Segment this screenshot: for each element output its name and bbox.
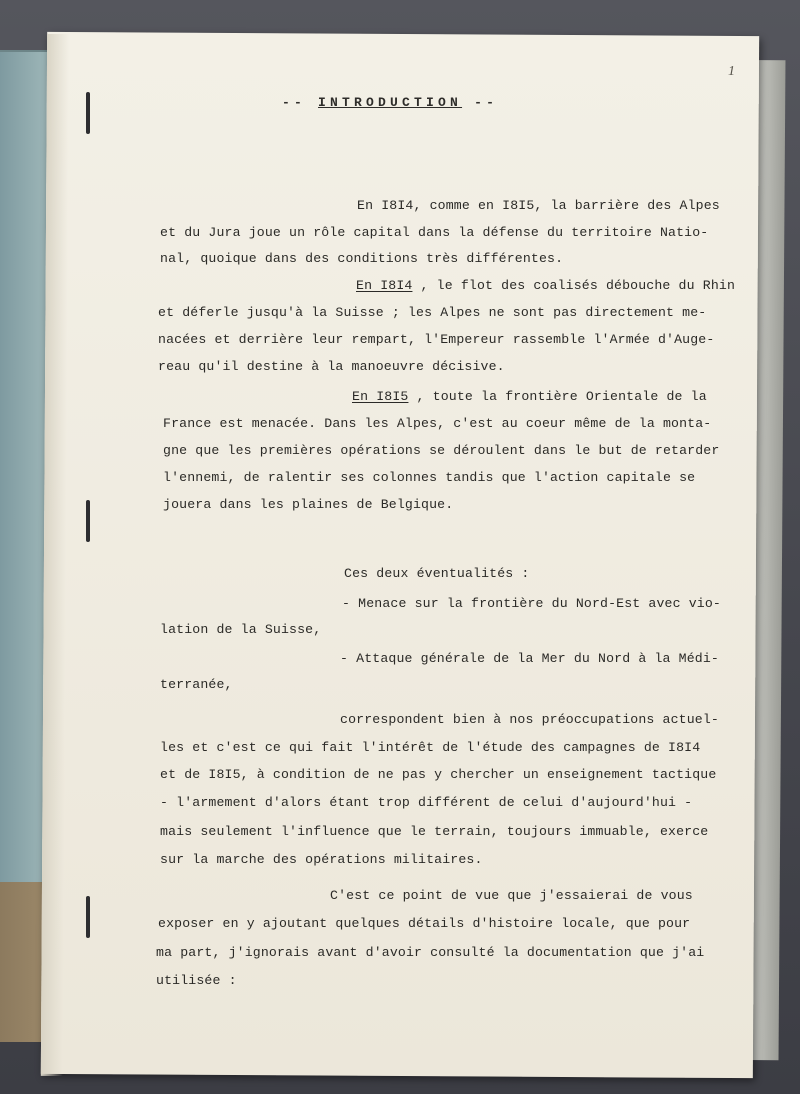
paragraph-3-line-3: gne que les premières opérations se déroulent dans le but de retarder	[163, 443, 720, 458]
paragraph-8-line-1: C'est ce point de vue que j'essaierai de vous	[330, 888, 693, 903]
paragraph-4: Ces deux éventualités :	[344, 566, 530, 581]
paragraph-3-line-1: En I8I5 , toute la frontière Orientale de la	[352, 389, 707, 404]
paragraph-6-line-2: terranée,	[160, 677, 233, 692]
paragraph-5-line-1: - Menace sur la frontière du Nord-Est avec vio-	[342, 596, 721, 611]
paragraph-2-line-4: reau qu'il destine à la manoeuvre décisive.	[158, 359, 505, 374]
page-title	[282, 95, 498, 110]
punch-hole-bottom	[86, 896, 90, 938]
paragraph-7-line-5: mais seulement l'influence que le terrain, toujours immuable, exerce	[160, 824, 709, 839]
paragraph-2-line-3: nacées et derrière leur rempart, l'Empereur rassemble l'Armée d'Auge-	[158, 332, 715, 347]
paragraph-7-line-1: correspondent bien à nos préoccupations actuel-	[340, 712, 719, 727]
paragraph-7-line-6: sur la marche des opérations militaires.	[160, 852, 483, 867]
paragraph-7-line-4: - l'armement d'alors étant trop différent de celui d'aujourd'hui -	[160, 795, 693, 810]
paragraph-3-line-4: l'ennemi, de ralentir ses colonnes tandis que l'action capitale se	[163, 470, 696, 485]
paragraph-8-line-4: utilisée :	[156, 973, 237, 988]
paragraph-7-line-2: les et c'est ce qui fait l'intérêt de l'étude des campagnes de I8I4	[160, 740, 701, 755]
paragraph-2-lead: En I8I4	[356, 278, 413, 293]
title-dash-right: --	[474, 95, 499, 110]
paragraph-2-line-1: En I8I4 , le flot des coalisés débouche du Rhin	[356, 278, 736, 293]
punch-hole-middle	[86, 500, 90, 542]
paragraph-2-line-2: et déferle jusqu'à la Suisse ; les Alpes ne sont pas directement me-	[158, 305, 707, 320]
paragraph-8-line-2: exposer en y ajoutant quelques détails d'histoire locale, que pour	[158, 916, 691, 931]
paragraph-1-line-1: En I8I4, comme en I8I5, la barrière des Alpes	[357, 198, 720, 213]
paragraph-3-line-5: jouera dans les plaines de Belgique.	[163, 497, 454, 512]
paragraph-5-line-2: lation de la Suisse,	[160, 622, 322, 637]
paragraph-3-line-2: France est menacée. Dans les Alpes, c'est au coeur même de la monta-	[163, 416, 712, 431]
paragraph-6-line-1: - Attaque générale de la Mer du Nord à la Médi-	[340, 651, 719, 666]
title-text: INTRODUCTION	[318, 95, 463, 110]
title-dash-left: --	[282, 95, 307, 110]
paragraph-1-line-2: et du Jura joue un rôle capital dans la défense du territoire Natio-	[160, 225, 709, 240]
paragraph-8-line-3: ma part, j'ignorais avant d'avoir consulté la documentation que j'ai	[156, 945, 705, 960]
paragraph-1-line-3: nal, quoique dans des conditions très différentes.	[160, 251, 564, 266]
paragraph-7-line-3: et de I8I5, à condition de ne pas y chercher un enseignement tactique	[160, 767, 717, 782]
punch-hole-top	[86, 92, 90, 134]
paragraph-3-lead: En I8I5	[352, 389, 409, 404]
page-number: 1	[728, 64, 735, 79]
